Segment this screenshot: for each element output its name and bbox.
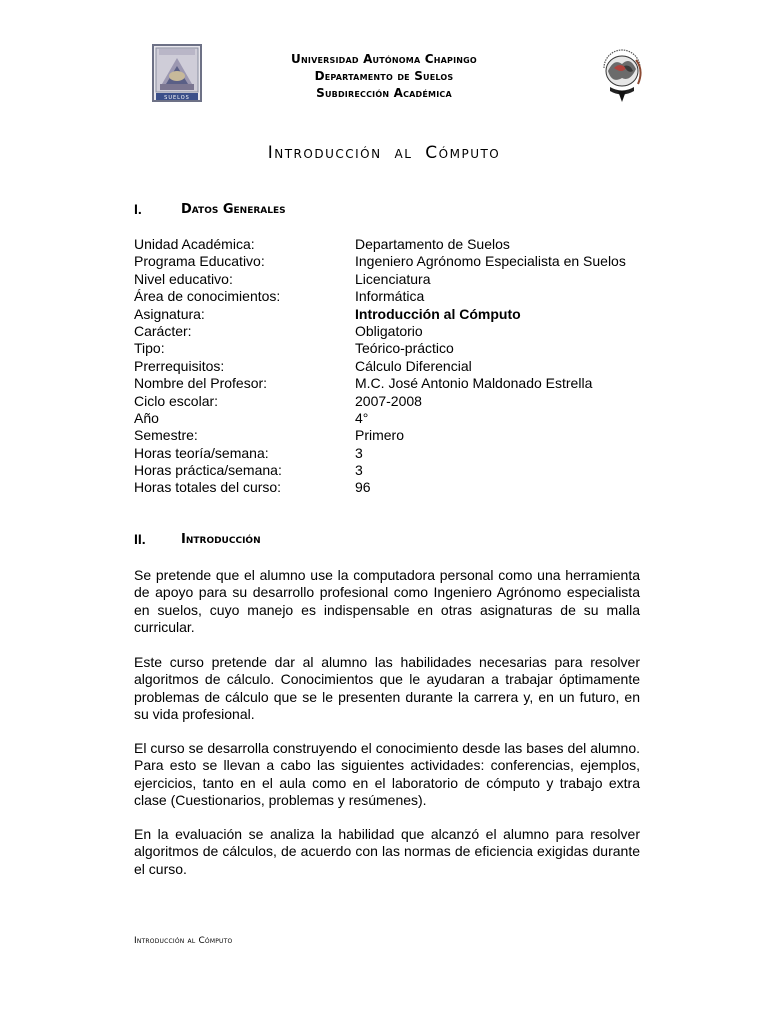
info-value: 3 (355, 462, 363, 479)
info-row (134, 375, 654, 392)
info-value: 2007-2008 (355, 392, 422, 409)
page-footer: Introducción al Cómputo (134, 936, 233, 946)
info-row (134, 427, 654, 444)
header-department-name: Departamento de Suelos (314, 69, 454, 83)
info-row (134, 288, 654, 305)
info-row (134, 393, 654, 410)
info-value: Cálculo Diferencial (355, 357, 472, 374)
info-label: Nombre del Profesor: (134, 375, 268, 392)
intro-paragraph: Se pretende que el alumno use la computadora personal como una herramienta de apoyo para su desarrollo profesional como Ingeniero Agrónomo especialista en suelos, cuyo manejo es indispensable en otras asignaturas de su malla curricular. (134, 567, 640, 636)
info-value: Licenciatura (355, 270, 431, 287)
info-value: Ingeniero Agrónomo Especialista en Suelos (355, 253, 626, 270)
info-row (134, 340, 654, 357)
info-row (134, 445, 654, 462)
info-value: 3 (355, 444, 363, 461)
document-title (0, 143, 768, 163)
info-value: Obligatorio (355, 322, 423, 339)
info-label: Asignatura: (134, 305, 205, 322)
info-value: Informática (355, 288, 425, 305)
info-row (134, 253, 654, 270)
info-label: Ciclo escolar: (134, 392, 219, 409)
info-value-subject: Introducción al Cómputo (355, 305, 521, 322)
info-row (134, 271, 654, 288)
info-row (134, 323, 654, 340)
intro-paragraph: El curso se desarrolla construyendo el conocimiento desde las bases del alumno. Para esto se llevan a cabo las siguientes actividades: conferencias, ejemplos, ejercicios, tanto en el aula como en el laboratorio de cómputo y trabajo extra clase (Cuestionarios, problemas y resúmenes). (134, 740, 640, 809)
info-row (134, 410, 654, 427)
header-university-name: Universidad Autónoma Chapingo (291, 52, 477, 66)
info-label: Semestre: (134, 427, 198, 444)
info-row (134, 479, 654, 496)
info-value: Primero (355, 427, 405, 444)
info-row (134, 358, 654, 375)
intro-paragraph: En la evaluación se analiza la habilidad que alcanzó el alumno para resolver algoritmos de cálculos, de acuerdo con las normas de eficiencia exigidas durante el curso. (134, 826, 640, 877)
info-label: Horas teoría/semana: (134, 444, 269, 461)
section2-number: II. (134, 531, 146, 547)
info-label: Programa Educativo: (134, 253, 265, 270)
section1-number: I. (134, 201, 142, 217)
info-label: Horas totales del curso: (134, 479, 282, 496)
info-label: Nivel educativo: (134, 270, 233, 287)
info-value: 4° (355, 409, 369, 426)
info-value: 96 (355, 479, 371, 496)
info-label: Tipo: (134, 340, 165, 357)
section2-title: Introducción (181, 532, 261, 547)
header-subdirection-name: Subdirección Académica (316, 86, 452, 100)
general-data-list (134, 236, 654, 497)
info-label: Horas práctica/semana: (134, 462, 282, 479)
info-label: Área de conocimientos: (134, 288, 281, 305)
document-title-text: Introducción al Cómputo (267, 143, 501, 163)
info-label: Prerrequisitos: (134, 357, 225, 374)
info-row (134, 462, 654, 479)
info-label: Unidad Académica: (134, 236, 255, 252)
info-row (134, 236, 654, 253)
section1-title: Datos Generales (181, 202, 286, 217)
info-value: Departamento de Suelos (355, 236, 510, 252)
intro-paragraph: Este curso pretende dar al alumno las habilidades necesarias para resolver algoritmos de cálculo. Conocimientos que le ayudaran a trabajar óptimamente problemas de cálculo que se le presenten durante la carrera y, en un futuro, en su vida profesional. (134, 654, 640, 723)
info-value: M.C. José Antonio Maldonado Estrella (355, 375, 593, 392)
seal-left-label: SUELOS (164, 95, 190, 101)
info-label: Carácter: (134, 322, 192, 339)
info-label: Año (134, 409, 159, 426)
info-row (134, 306, 654, 323)
info-value: Teórico-práctico (355, 340, 454, 357)
